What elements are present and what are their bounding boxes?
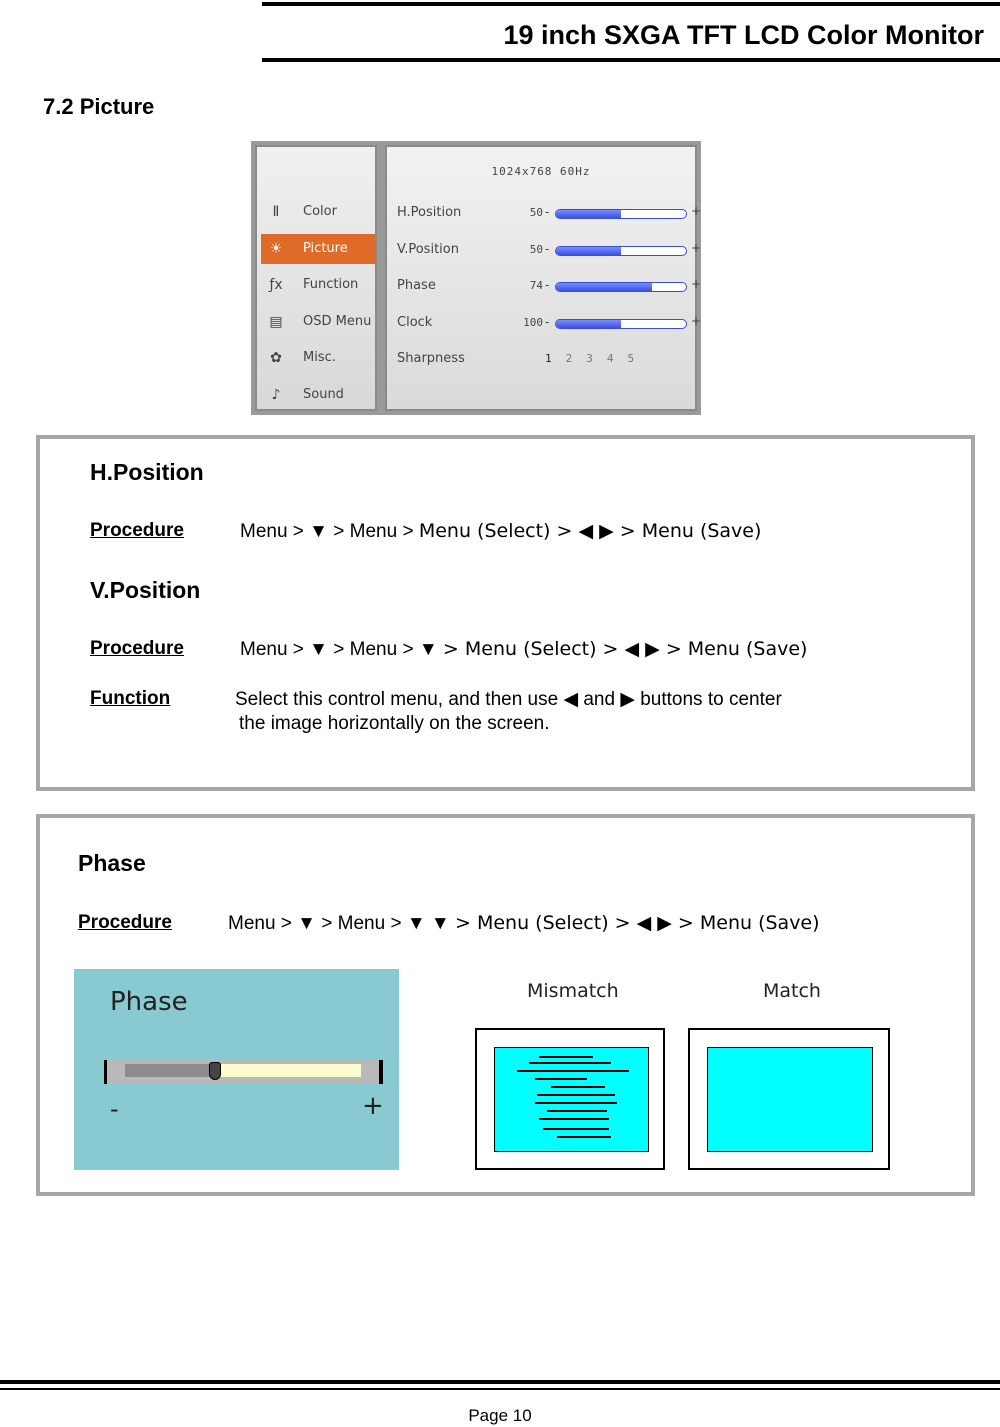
osd-minus: - xyxy=(545,205,550,219)
speaker-icon: ♪ xyxy=(271,386,281,403)
position-instructions-box xyxy=(36,435,975,791)
osd-minus: - xyxy=(545,241,550,256)
osd-row-clock[interactable] xyxy=(397,313,702,333)
phase-procedure-label: Procedure xyxy=(78,912,172,933)
header-rule-bottom xyxy=(262,58,1000,62)
phase-procedure-text xyxy=(228,912,820,935)
osd-screenshot xyxy=(251,141,701,415)
osd-picture-submenu xyxy=(385,145,702,411)
osd-minus: - xyxy=(545,278,550,292)
section-title: 7.2 Picture xyxy=(43,94,155,119)
function-label: Function xyxy=(90,688,171,709)
phase-noise-streak xyxy=(543,1128,609,1130)
osd-row-bar[interactable] xyxy=(555,209,687,219)
osd-row-h-position[interactable] xyxy=(397,203,702,223)
h-procedure-text xyxy=(240,520,761,543)
osd-row-value: 74 xyxy=(529,279,543,292)
mismatch-screen xyxy=(494,1047,649,1152)
osd-row-name: Clock xyxy=(397,314,433,330)
phase-noise-streak xyxy=(539,1118,609,1120)
match-screen xyxy=(707,1047,873,1152)
phase-noise-streak xyxy=(535,1102,617,1104)
osd-menu-item-label: Picture xyxy=(303,240,348,256)
sharpness-option[interactable]: 2 xyxy=(565,352,573,365)
osd-row-bar-fill xyxy=(556,210,621,218)
osd-menu-icon: ▤ xyxy=(269,313,283,330)
phase-heading: Phase xyxy=(78,850,146,876)
osd-main-menu xyxy=(255,145,377,411)
osd-plus: + xyxy=(691,313,702,328)
v-procedure-keys-cont: > Menu (Select) > ◀ ▶ > Menu (Save) xyxy=(442,638,808,660)
osd-plus: + xyxy=(691,277,702,291)
sharpness-option[interactable]: 1 xyxy=(545,352,552,365)
osd-row-value: 50 xyxy=(529,242,543,256)
phase-osd-panel xyxy=(74,969,399,1170)
osd-menu-item-color[interactable] xyxy=(261,197,375,227)
osd-row-value: 100 xyxy=(523,315,543,329)
phase-noise-streak xyxy=(529,1062,611,1064)
footer-rule-thin xyxy=(0,1388,1000,1390)
h-position-heading: H.Position xyxy=(90,459,204,485)
osd-menu-item-misc[interactable] xyxy=(261,343,375,373)
osd-row-value: 50 xyxy=(529,206,543,219)
h-procedure-keys: Menu > ▼ > Menu > xyxy=(240,521,419,542)
osd-row-phase[interactable] xyxy=(397,276,702,296)
osd-row-bar-fill xyxy=(556,283,652,291)
h-procedure-label: Procedure xyxy=(90,520,184,541)
phase-noise-streak xyxy=(557,1136,611,1138)
phase-minus-label: - xyxy=(110,1095,119,1123)
osd-row-bar[interactable] xyxy=(555,282,687,292)
osd-menu-item-picture[interactable] xyxy=(261,234,375,264)
header-rule-top xyxy=(262,2,1000,6)
osd-menu-item-label: OSD Menu xyxy=(303,313,372,329)
osd-plus: + xyxy=(691,240,702,255)
footer-rule-thick xyxy=(0,1380,1000,1384)
osd-row-name: Phase xyxy=(397,278,436,293)
mismatch-monitor xyxy=(475,1028,665,1170)
osd-row-bar[interactable] xyxy=(555,246,687,256)
phase-noise-streak xyxy=(551,1086,605,1088)
osd-row-sharpness[interactable] xyxy=(397,349,693,369)
osd-menu-item-sound[interactable] xyxy=(261,380,375,410)
misc-icon: ✿ xyxy=(270,350,282,366)
osd-row-v-position[interactable] xyxy=(397,240,702,260)
osd-row-bar-fill xyxy=(556,247,621,255)
v-procedure-keys: Menu > ▼ > Menu > ▼ xyxy=(240,639,443,660)
sharpness-option[interactable]: 5 xyxy=(627,352,635,365)
fx-icon: ƒx xyxy=(269,277,283,293)
match-caption: Match xyxy=(763,980,821,1002)
osd-menu-item-osd-menu[interactable] xyxy=(261,307,375,337)
osd-row-name: Sharpness xyxy=(397,351,465,366)
document-title: 19 inch SXGA TFT LCD Color Monitor xyxy=(503,20,984,50)
mismatch-caption: Mismatch xyxy=(527,980,619,1002)
phase-procedure-keys: Menu > ▼ > Menu > ▼ ▼ xyxy=(228,913,455,934)
phase-procedure-keys-cont: > Menu (Select) > ◀ ▶ > Menu (Save) xyxy=(455,912,820,934)
osd-minus: - xyxy=(545,314,550,329)
phase-slider-thumb[interactable] xyxy=(209,1062,221,1080)
sharpness-option[interactable]: 3 xyxy=(586,352,593,365)
phase-plus-label: + xyxy=(362,1091,384,1121)
osd-row-name: H.Position xyxy=(397,205,462,220)
match-monitor xyxy=(688,1028,890,1170)
osd-row-bar-fill xyxy=(556,320,621,328)
phase-noise-streak xyxy=(539,1056,593,1058)
color-bars-icon: Ⅱ xyxy=(272,204,280,220)
v-procedure-text xyxy=(240,638,807,661)
h-procedure-keys-cont: Menu (Select) > ◀ ▶ > Menu (Save) xyxy=(418,520,762,542)
osd-menu-item-label: Function xyxy=(303,277,359,292)
v-procedure-label: Procedure xyxy=(90,638,184,659)
osd-menu-item-label: Sound xyxy=(303,386,344,402)
function-text-line1: Select this control menu, and then use ◀ and ▶ buttons to center xyxy=(235,689,782,710)
picture-icon: ☀ xyxy=(269,240,283,257)
v-position-heading: V.Position xyxy=(90,577,201,603)
osd-menu-item-label: Misc. xyxy=(303,350,336,365)
sharpness-option[interactable]: 4 xyxy=(606,352,614,365)
osd-menu-item-function[interactable] xyxy=(261,270,375,300)
phase-slider-fill xyxy=(125,1064,215,1077)
function-text-line2: the image horizontally on the screen. xyxy=(239,713,550,734)
osd-plus: + xyxy=(691,204,702,218)
osd-resolution: 1024x768 60Hz xyxy=(491,165,591,178)
phase-noise-streak xyxy=(517,1070,629,1072)
osd-row-name: V.Position xyxy=(397,241,459,257)
sharpness-options xyxy=(545,352,648,365)
osd-menu-item-label: Color xyxy=(303,204,337,219)
phase-noise-streak xyxy=(537,1094,615,1096)
phase-slider[interactable] xyxy=(104,1060,383,1084)
page-number: Page 10 xyxy=(468,1406,532,1425)
phase-noise-streak xyxy=(535,1078,587,1080)
phase-panel-title: Phase xyxy=(110,987,188,1017)
phase-noise-streak xyxy=(547,1110,607,1112)
osd-row-bar[interactable] xyxy=(555,319,687,329)
